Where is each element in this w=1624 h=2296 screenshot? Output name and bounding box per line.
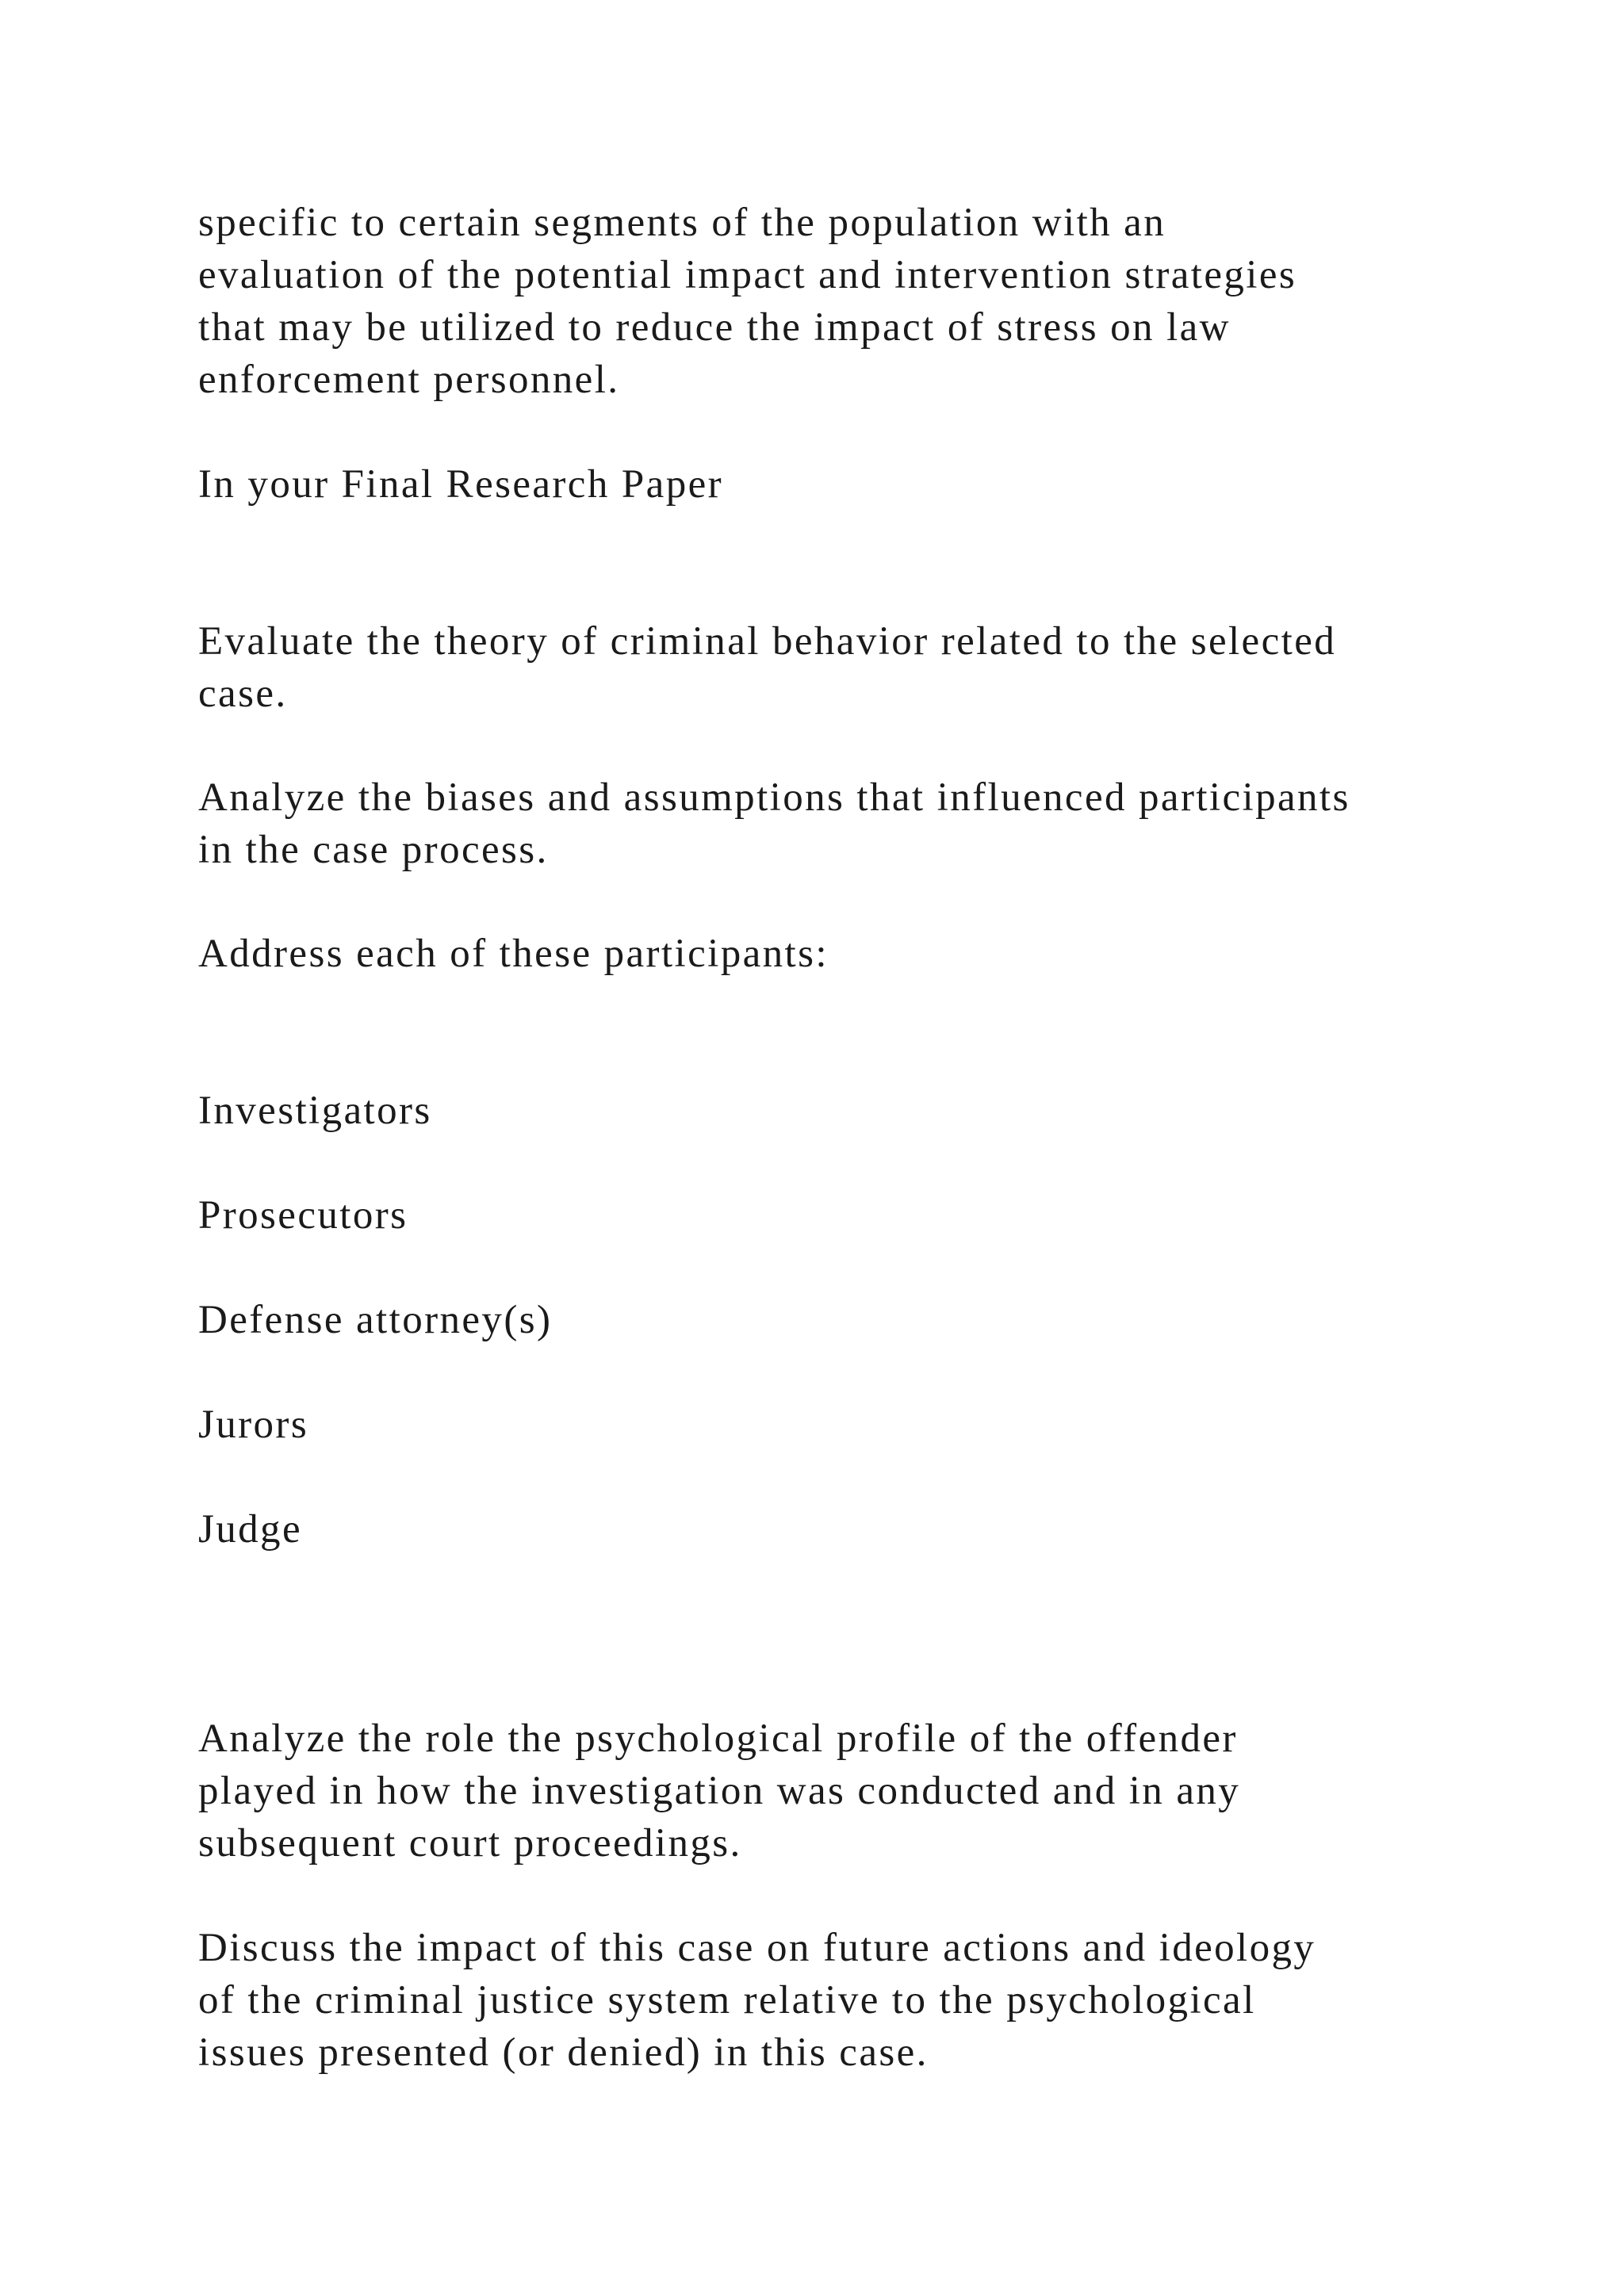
analyze-profile-line-3: subsequent court proceedings.	[198, 1821, 742, 1866]
intro-line-4: enforcement personnel.	[198, 358, 620, 402]
discuss-line-3: issues presented (or denied) in this case.	[198, 2030, 929, 2075]
discuss-line-2: of the criminal justice system relative to the psychological	[198, 1978, 1256, 2022]
analyze-biases-line-1: Analyze the biases and assumptions that influenced participants	[198, 775, 1350, 820]
intro-line-1: specific to certain segments of the population with an	[198, 201, 1166, 245]
participant-item: Investigators	[198, 1089, 432, 1133]
participant-item: Defense attorney(s)	[198, 1298, 553, 1342]
participant-item: Judge	[198, 1507, 302, 1552]
discuss-line-1: Discuss the impact of this case on future actions and ideology	[198, 1926, 1316, 1970]
analyze-profile-line-2: played in how the investigation was conducted and in any	[198, 1769, 1241, 1813]
intro-line-3: that may be utilized to reduce the impact of stress on law	[198, 305, 1231, 350]
evaluate-line-2: case.	[198, 672, 288, 716]
address-participants-line: Address each of these participants:	[198, 932, 829, 976]
analyze-profile-line-1: Analyze the role the psychological profile of the offender	[198, 1716, 1238, 1761]
analyze-biases-line-2: in the case process.	[198, 828, 549, 872]
intro-line-2: evaluation of the potential impact and intervention strategies	[198, 253, 1297, 297]
participant-item: Jurors	[198, 1402, 309, 1447]
participant-item: Prosecutors	[198, 1193, 408, 1238]
section-heading: In your Final Research Paper	[198, 462, 724, 507]
evaluate-line-1: Evaluate the theory of criminal behavior related to the selected	[198, 619, 1337, 664]
